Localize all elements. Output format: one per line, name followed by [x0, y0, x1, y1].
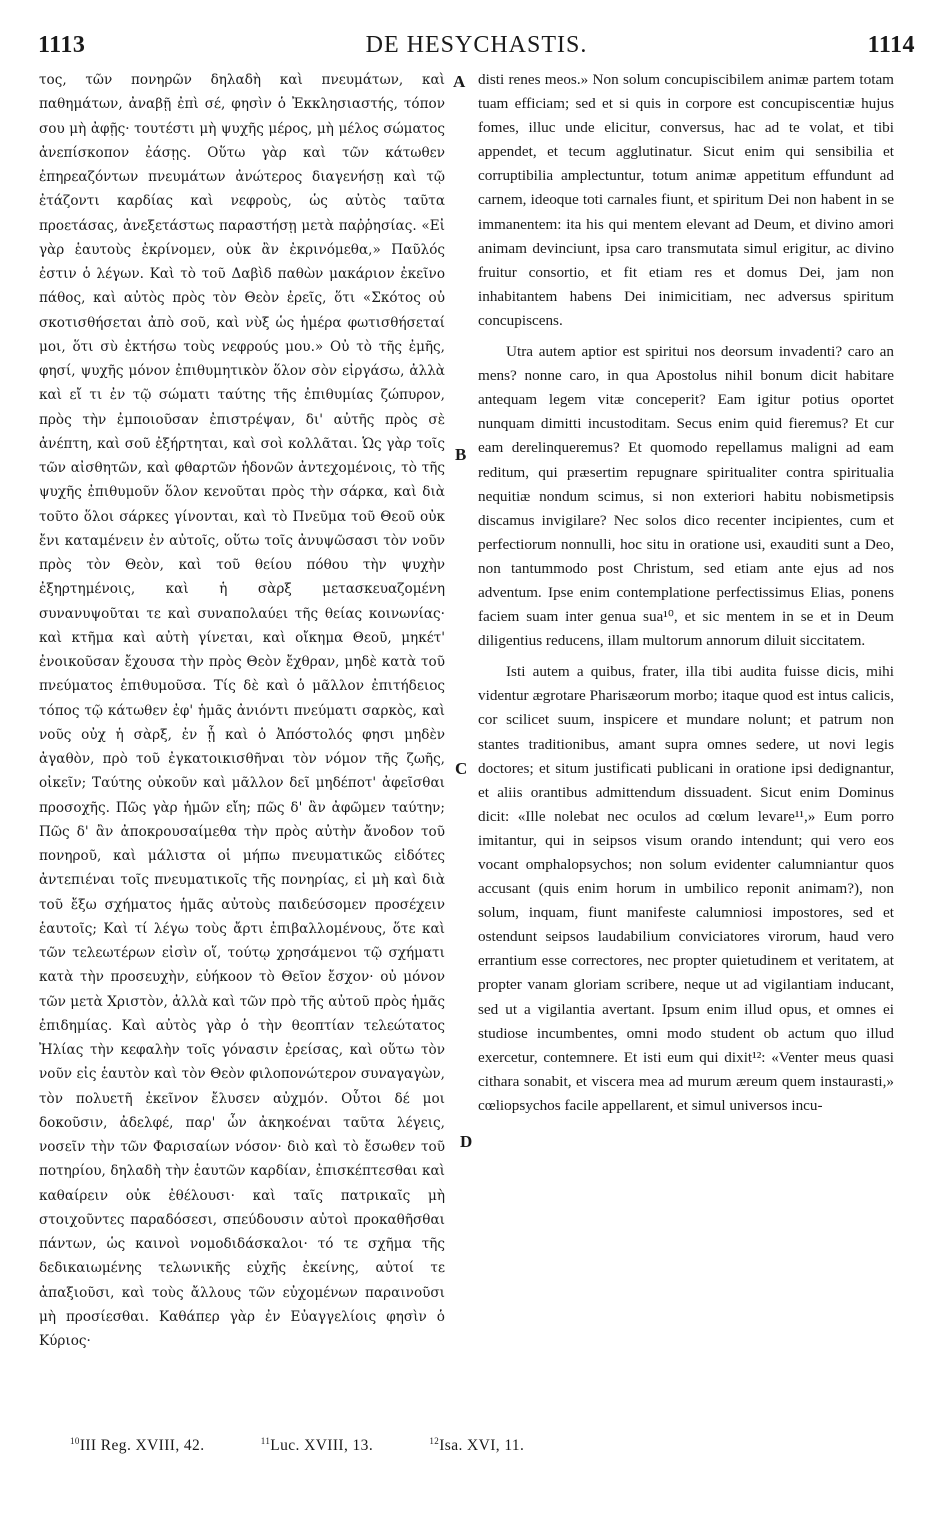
greek-paragraph: τος, τῶν πονηρῶν δηλαδὴ καὶ πνευμάτων, καὶ παθημάτων, ἀναβῇ ἐπὶ σέ, φησὶν ὁ Ἐκκλησιαστής, τόπον σου μὴ ἀφῇς· τουτέστι μὴ ψυχῆς μέρος, μὴ μέλος σώματος ἀνεπίσκοπον ἐάσῃς. Οὕτω γὰρ καὶ τῶν κάτωθεν ἐπηρεαζόντων πνευμάτων ἀνώτερος διαγενήσῃ καὶ τῷ ἐτάζοντι καρδίας καὶ νεφροὺς, ὡς αὐτὸς ταῦτα προετάσας, ἀνεξετάστως παραστήσῃ μετὰ παῤῥησίας. «Εἰ γὰρ ἑαυτοὺς ἐκρίνομεν, οὐκ ἂν ἐκρινόμεθα,» Παῦλός ἐστιν ὁ λέγων. Καὶ τὸ τοῦ Δαβὶδ παθὼν μακάριον ἐκεῖνο πάθος, καὶ αὐτὸς πρὸς τὸν Θεὸν ἐρεῖς, ὅτι «Σκότος οὐ σκοτισθήσεται ἀπὸ σοῦ, καὶ νὺξ ὡς ἡμέρα φωτισθήσεταί μοι, ὅτι σὺ ἐκτήσω τοὺς νεφρούς μου.» Οὐ τὸ τῆς ἐμῆς, φησί, ψυχῆς μόνον ἐπιθυμητικὸν ὅλον σὸν εἰργάσω, ἀλλὰ καὶ εἴ τι ἐν τῷ σώματι ταύτης τῆς ἐπιθυμίας ζώπυρον, πρὸς τὴν ἐμποιοῦσαν ἐπιστρέψαν, δι' αὐτῆς πρὸς σὲ ἀνέπτη, καὶ σοῦ ἐξήρτηται, καὶ σοὶ κολλᾶται. Ὡς γὰρ τοῖς τῶν αἰσθητῶν, καὶ φθαρτῶν ἡδονῶν ἀντεχομένοις, τὸ τῆς ψυχῆς ἐπιθυμοῦν ὅλον κενοῦται πρὸς τὴν σάρκα, καὶ διὰ τοῦτο ὅλοι σάρκες γίνονται, καὶ τὸ Πνεῦμα τοῦ Θεοῦ οὐκ ἔνι καταμένειν ἐν αὐτοῖς, οὕτω τοῖς ἀνυψῶσασι τὸν νοῦν πρὸς τὸν Θεὸν, καὶ τοῦ θείου πόθου τὴν ψυχὴν ἐξηρτημένοις, καὶ ἡ σὰρξ μετασκευαζομένη συνανυψοῦται τε καὶ συναπολαύει τῆς θείας κοινωνίας· καὶ κτῆμα καὶ αὐτὴ γίνεται, καὶ οἴκημα Θεοῦ, μηκέτ' ἐνοικοῦσαν ἔχουσα τὴν πρὸς Θεὸν ἔχθραν, μηδὲ κατὰ τοῦ πνεύματος ἐπιθυμοῦσα. Τίς δὲ καὶ ὁ μᾶλλον ἐπιτήδειος τόπος τῷ κάτωθεν ἐφ' ἡμᾶς ἀνιόντι πνεύματι σαρκὸς, καὶ νοῦς οὐχ ἡ σὰρξ, ἐν ᾗ καὶ ὁ Ἀπόστολός φησι μηδὲν ἀγαθὸν, πρὸ τοῦ ἐγκατοικισθῆναι τὸν νόμον τῆς ζωῆς, οἰκεῖν; Ταύτης οὐκοῦν καὶ μᾶλλον δεῖ μηδέποτ' ἀφεῖσθαι προσοχῆς. Πῶς γὰρ ἡμῶν εἴη; πῶς δ' ἂν ἀφῶμεν ταύτην; Πῶς δ' ἂν ἀποκρουσαίμεθα τὴν πρὸς αὐτὴν ἄνοδον τοῦ πονηροῦ, καὶ μάλιστα οἱ μήπω πνευματικῶς εἰδότες ἀντεπιέναι τοῖς πνευματικοῖς τῆς πονηρίας, εἰ μὴ καὶ διὰ τοῦ ἔξω σχήματος ἡμᾶς αὐτοὺς παιδεύσομεν προσέχειν ἑαυτοῖς; Καὶ τί λέγω τοὺς ἄρτι ἐπιβαλλομένους, ὅτε καὶ τῶν τελεωτέρων εἰσὶν οἵ, τούτῳ χρησάμενοι τῷ σχήματι κατὰ τὴν προσευχὴν, εὐήκοον τὸ Θεῖον ἔσχον· οὐ μόνον τῶν μετὰ Χριστὸν, ἀλλὰ καὶ τῶν πρὸ τῆς αὐτοῦ πρὸς ἡμᾶς ἐπιδημίας. Καὶ αὐτὸς γὰρ ὁ τὴν θεοπτίαν τελεώτατος Ἠλίας τὴν κεφαλὴν τοῖς γόνασιν ἐρείσας, καὶ οὕτω τὸν νοῦν εἰς ἑαυτὸν καὶ τὸν Θεὸν φιλοπονώτερον συναγαγὼν, τὸν πολυετῆ ἐκεῖνον ἔλυσεν αὐχμόν. Οὗτοι δέ μοι δοκοῦσιν, ἀδελφέ, παρ' ὧν ἀκηκοέναι ταῦτα λέγεις, νοσεῖν τὴν τῶν Φαρισαίων νόσον· διὸ καὶ τὸ ἔσωθεν τοῦ ποτηρίου, δηλαδὴ τὴν ἑαυτῶν καρδίαν, ἐπισκέπτεσθαι καὶ καθαίρειν οὐκ ἐθέλουσι· καὶ ταῖς πατρικαῖς μὴ στοιχοῦντες παραδόσεσι, σπεύδουσιν αὐτοὶ προκαθῆσθαι πάντων, ὡς καινοὶ νομοδιδάσκαλοι· τό τε σχῆμα τῆς δεδικαιωμένης τελωνικῆς εὐχῆς ἐκείνης, αὐτοί τε ἀπαξιοῦσι, καὶ τοὺς ἄλλους τῶν εὐχομένων παραινοῦσι μὴ προσίεσθαι. Καθάπερ γὰρ ἐν Εὐαγγελίοις φησὶν ὁ Κύριος·	[39, 72, 445, 1349]
running-head	[38, 32, 915, 62]
page-number-right: 1114	[867, 32, 915, 58]
footnotes	[70, 1436, 890, 1455]
section-marker-b: B	[455, 445, 467, 464]
latin-paragraph: Isti autem a quibus, frater, illa tibi audita fuisse dicis, mihi videntur ægrotare Pharisæorum morbo; itaque quod est intus calicis, cor scilicet suum, inspicere et mundare nolunt; et patrum non stantes traditionibus, amant supra omnes sedere, ut novi legis doctores; et situm justificati publicani in oratione ipsi dedignantur, et aliis orantibus admittendum dissuadent. Sicut enim Dominus dicit: «Ille nolebat nec oculos ad cœlum levare¹¹,» Eum porro imitantur, qui in seipsos visum orando intendunt; qui vero eos vocant omphalopsychos; non solum evidenter calumniantur quos accusant (quis enim horum in umbilico reponit animam?), non solum, inquam, fiunt manifeste calumniosi impostores, sed et ostendunt seipsos laudabilium conviciatores virorum, haud vero errantium esse correctores, nec propter quietudinem et veritatem, at propter vanam gloriam scribere, neque ut ad vigilantiam inducant, sed ut a vigilantia avertant. Ipsum enim illud opus, et omnes ei studiose incumbentes, omni modo student ob actum quo illud exercetur, contemnere. Et isti eum qui dixit¹²: «Venter meus quasi cithara sonabit, et viscera mea ad murum æreum quem instaurasti,» cœliopsychos facile appellarent, et simul universos incu-	[478, 663, 894, 1114]
footnote	[261, 1436, 399, 1455]
latin-paragraph: disti renes meos.» Non solum concupiscibilem animæ partem totam tuam efficiam; sed et si quis in corpore est concupiscentiæ hujus fomes, illuc unde elicitur, conversus, hac ad te volat, et tibi appendet, et tecum agglutinatur. Sicut enim qui sensibilia et corruptibilia amplectuntur, totum animæ appetitum effundunt ad carnem, ideoque toti carnales fiunt, et spiritum Dei non habent in se immanentem: ita his qui mentem elevant ad Deum, et divino amori animam devinciunt, ipsa caro transmutata simul erigitur, ac divino fruitur consortio, et fit etiam res et domus Dei, jam non inhabitantem habens Dei inimicitiam, nec adversus spiritum concupiscens.	[478, 71, 894, 329]
latin-paragraph: Utra autem aptior est spiritui nos deorsum invadenti? caro an mens? nonne caro, in qua Apostolus nihil bonum dicit habitare antequam legem vitæ conceperit? Eam igitur potius oportet nunquam dimitti incustoditam. Secus enim quid fieremus? Et cur eam derelinqueremus? Et quomodo repellamus maligni ad eam reditum, qui præsertim repugnare spiritualiter contra spiritualia nequitiæ nondum scimus, si non exteriori habitu nobismetipsis discamus invigilare? Nec solos dico recenter incipientes, cum et perfectiorum nonnulli, hoc situ in oratione usi, exauditi sunt a Deo, non tantummodo post Christum, sed etiam ante ejus ad nos adventum. Ipse enim contemplatione perfectissimus Elias, ponens faciem suam inter genua sua¹⁰, et sic mentem in se et in Deum diligentius reducens, illam multorum annorum diluit siccitatem.	[478, 343, 894, 650]
footnote-number: 11	[260, 1436, 271, 1446]
running-title: DE HESYCHASTIS.	[365, 32, 588, 58]
footnote-number: 10	[70, 1436, 80, 1446]
footnote	[70, 1436, 231, 1455]
footnote-text: Isa. XVI, 11.	[439, 1437, 525, 1455]
latin-column	[478, 68, 894, 1118]
section-marker-a: A	[453, 72, 466, 91]
section-marker-c: C	[455, 759, 468, 778]
footnote-number: 12	[429, 1436, 440, 1446]
greek-column	[39, 68, 445, 1353]
footnote	[429, 1436, 550, 1455]
page-number-left: 1113	[38, 32, 86, 58]
footnote-text: Luc. XVIII, 13.	[270, 1437, 374, 1455]
footnote-text: III Reg. XVIII, 42.	[79, 1437, 205, 1455]
section-marker-d: D	[460, 1132, 473, 1151]
